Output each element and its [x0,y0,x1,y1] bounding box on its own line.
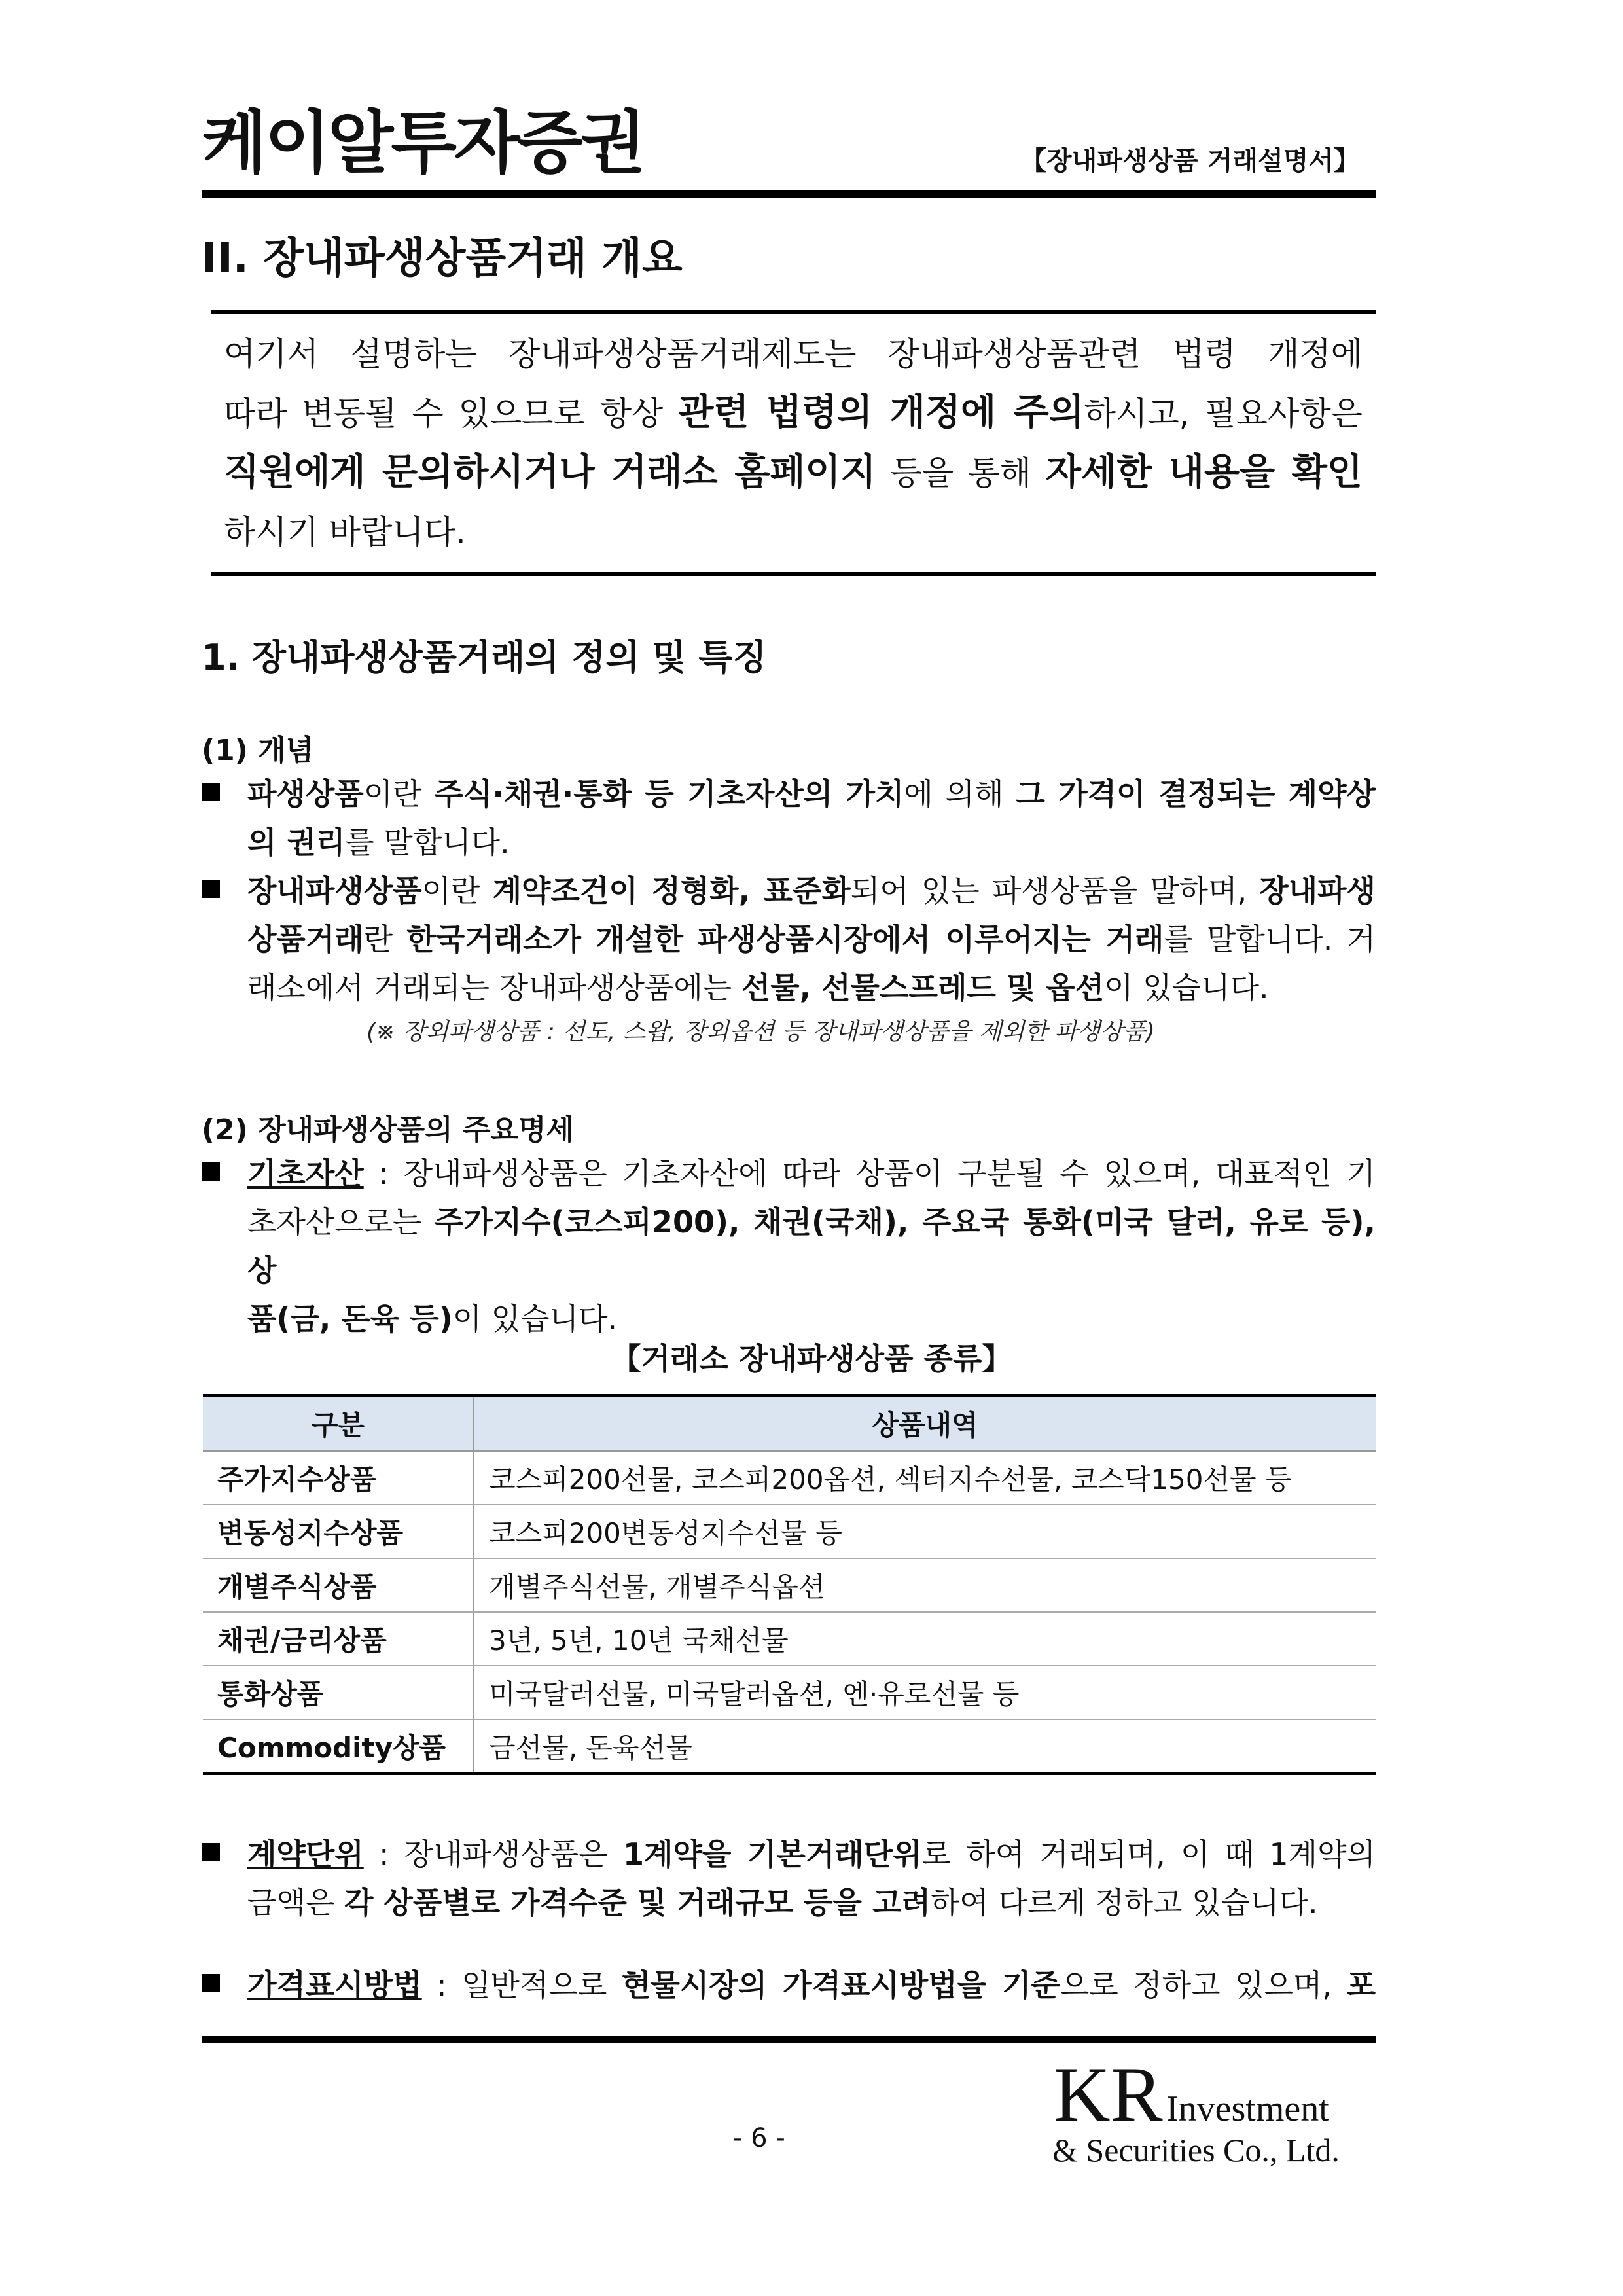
table-cell: 코스피200선물, 코스피200옵션, 섹터지수선물, 코스닥150선물 등 [474,1451,1376,1505]
table-row [203,1612,1376,1666]
logo-kr-text: KR [1054,2051,1163,2138]
table-cell: 개별주식선물, 개별주식옵션 [474,1558,1376,1612]
square-bullet-icon [202,1162,220,1181]
table-cell: 미국달러선물, 미국달러옵션, 엔·유로선물 등 [474,1666,1376,1719]
notice-line: 따라 변동될 수 있으므로 항상 관련 법령의 개정에 주의하시고, 필요사항은 [224,391,1363,434]
product-table [203,1394,1376,1775]
logo-securities-text: & Securities Co., Ltd. [1052,2132,1340,2166]
table-cell: 금선물, 돈육선물 [474,1719,1376,1774]
table-header-row [203,1395,1376,1451]
notice-line: 하시기 바랍니다. [224,513,466,551]
notice-box [211,310,1376,576]
table-row [203,1558,1376,1612]
table-row [203,1505,1376,1558]
notice-line: 여기서 설명하는 장내파생상품거래제도는 장내파생상품관련 법령 개정에 [224,335,1363,373]
footer-rule [202,2036,1376,2043]
table-row [203,1666,1376,1719]
table-cell: 주가지수상품 [203,1451,474,1505]
square-bullet-icon [202,1974,220,1992]
document-label: 【장내파생상품 거래설명서】 [1020,146,1360,176]
table-row [203,1451,1376,1505]
table-cell: 코스피200변동성지수선물 등 [474,1505,1376,1558]
page-number: - 6 - [733,2123,785,2153]
square-bullet-icon [202,1843,220,1861]
table-cell: 변동성지수상품 [203,1505,474,1558]
table-cell: 3년, 5년, 10년 국채선물 [474,1612,1376,1666]
table-cell: Commodity상품 [203,1719,474,1774]
table-header-cell: 구분 [203,1395,474,1451]
section-title: II. 장내파생상품거래 개요 [202,234,683,283]
bullet-derivative-definition: 파생상품이란 주식·채권·통화 등 기초자산의 가치에 의해 그 가격이 결정되는 계약상 의 권리를 말합니다. [202,770,1376,867]
bullet-contract-unit: 계약단위 : 장내파생상품은 1계약을 기본거래단위로 하여 거래되며, 이 때 1계약의 금액은 각 상품별로 가격수준 및 거래규모 등을 고려하여 다르게 정하고 있습니다. [202,1830,1376,1927]
kr-securities-logo [1047,2049,1361,2166]
table-cell: 개별주식상품 [203,1558,474,1612]
square-bullet-icon [202,880,220,898]
bullet-underlying-asset: 기초자산 : 장내파생상품은 기초자산에 따라 상품이 구분될 수 있으며, 대표적인 기 초자산으로는 주가지수(코스피200), 채권(국채), 주요국 통화(미국 달러, 유로 등), 상 품(금, 돈육 등)이 있습니다. [202,1149,1376,1343]
spec-heading: (2) 장내파생상품의 주요명세 [202,1113,575,1147]
header-rule [202,190,1376,198]
table-header-cell: 상품내역 [474,1395,1376,1451]
bullet-exchange-derivative-definition: 장내파생상품이란 계약조건이 정형화, 표준화되어 있는 파생상품을 말하며, 장내파생 상품거래란 한국거래소가 개설한 파생상품시장에서 이루어지는 거래를 말합니다. 거 래소에서 거래되는 장내파생상품에는 선물, 선물스프레드 및 옵션이 있습니다. [202,867,1376,1012]
table-cell: 통화상품 [203,1666,474,1719]
subsection-title: 1. 장내파생상품거래의 정의 및 특징 [202,637,767,678]
square-bullet-icon [202,783,220,801]
logo-investment-text: Investment [1166,2089,1329,2129]
brand-title: 케이알투자증권 [202,103,644,183]
table-row [203,1719,1376,1774]
footnote-otc: (※ 장외파생상품 : 선도, 스왑, 장외옵션 등 장내파생상품을 제외한 파생상품) [366,1018,1155,1045]
table-cell: 채권/금리상품 [203,1612,474,1666]
notice-line: 직원에게 문의하시거나 거래소 홈페이지 등을 통해 자세한 내용을 확인 [224,451,1363,493]
table-title: 【거래소 장내파생상품 종류】 [611,1341,1012,1376]
concept-heading: (1) 개념 [202,734,314,767]
bullet-price-notation: 가격표시방법 : 일반적으로 현물시장의 가격표시방법을 기준으로 정하고 있으며, 포 [202,1961,1376,2009]
